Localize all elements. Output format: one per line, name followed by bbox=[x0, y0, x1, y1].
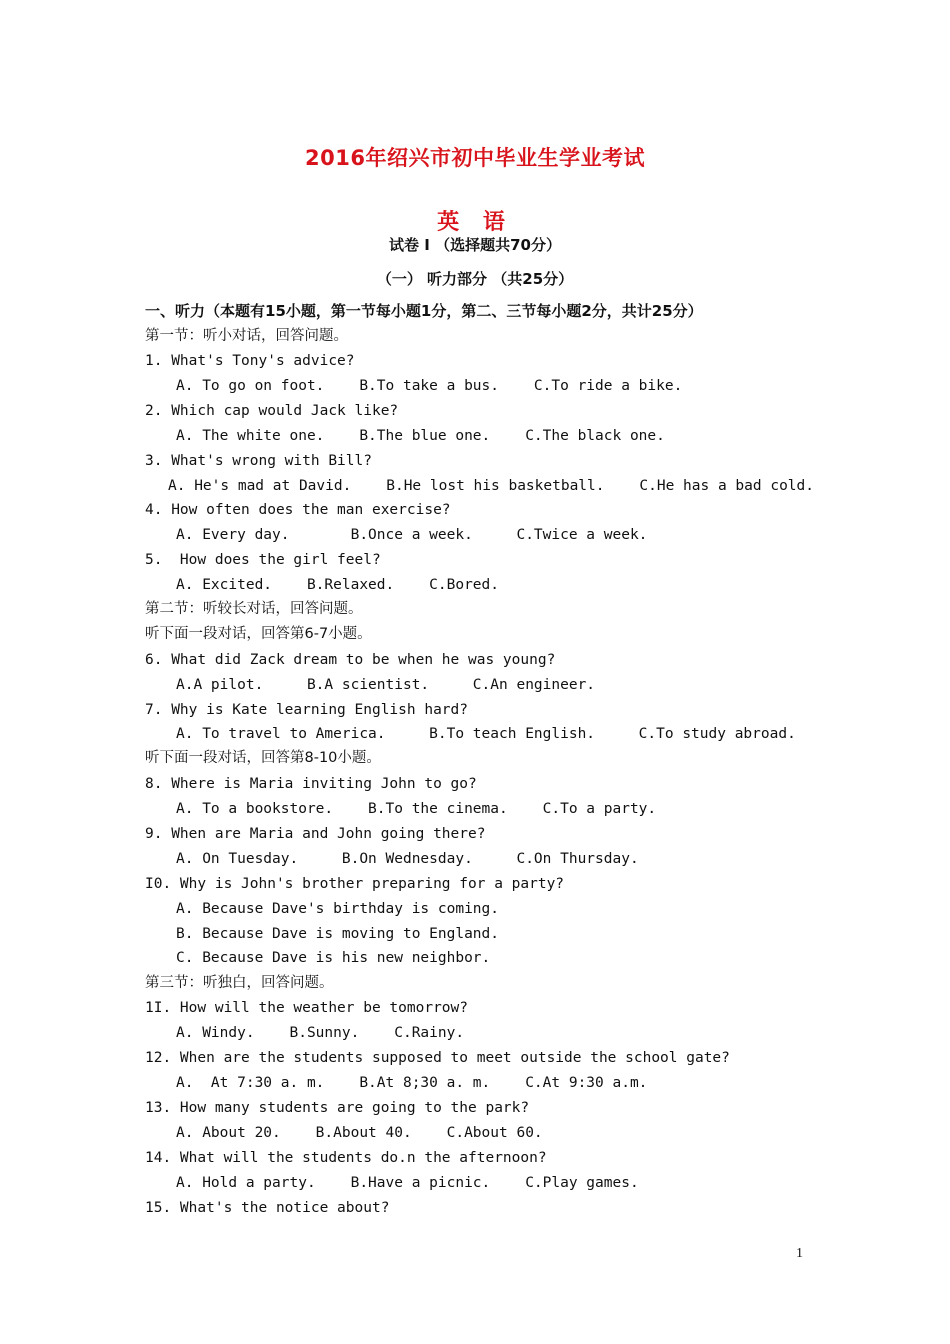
question-15: 15. What's the notice about? bbox=[145, 1200, 390, 1216]
question-5: 5. How does the girl feel? bbox=[145, 552, 381, 568]
question-11: 1I. How will the weather be tomorrow? bbox=[145, 1000, 469, 1016]
question-11-options: A. Windy. B.Sunny. C.Rainy. bbox=[176, 1025, 465, 1041]
part-heading: （一） 听力部分 （共25分） bbox=[376, 270, 574, 288]
subject-title: 英 语 bbox=[437, 210, 513, 235]
question-6-options: A.A pilot. B.A scientist. C.An engineer. bbox=[176, 677, 596, 693]
question-2-options: A. The white one. B.The blue one. C.The black one. bbox=[176, 428, 665, 444]
question-4: 4. How often does the man exercise? bbox=[145, 502, 451, 518]
question-7-options: A. To travel to America. B.To teach English. C.To study abroad. bbox=[176, 726, 796, 742]
question-4-options: A. Every day. B.Once a week. C.Twice a week. bbox=[176, 527, 648, 543]
section-header: 一、听力（本题有15小题，第一节每小题1分，第二、三节每小题2分，共计25分） bbox=[145, 302, 703, 320]
question-3: 3. What's wrong with Bill? bbox=[145, 453, 372, 469]
question-10-option-b: B. Because Dave is moving to England. bbox=[176, 926, 500, 942]
question-12: 12. When are the students supposed to meet outside the school gate? bbox=[145, 1050, 730, 1066]
paper-heading: 试卷 Ⅰ （选择题共70分） bbox=[389, 236, 561, 254]
section2-instruction: 第二节：听较长对话，回答问题。 bbox=[145, 601, 363, 617]
question-10: I0. Why is John's brother preparing for a party? bbox=[145, 876, 565, 892]
question-5-options: A. Excited. B.Relaxed. C.Bored. bbox=[176, 577, 500, 593]
question-8-options: A. To a bookstore. B.To the cinema. C.To a party. bbox=[176, 801, 657, 817]
question-1-options: A. To go on foot. B.To take a bus. C.To ride a bike. bbox=[176, 378, 683, 394]
question-14-options: A. Hold a party. B.Have a picnic. C.Play games. bbox=[176, 1175, 639, 1191]
question-9: 9. When are Maria and John going there? bbox=[145, 826, 486, 842]
question-10-option-c: C. Because Dave is his new neighbor. bbox=[176, 950, 491, 966]
question-9-options: A. On Tuesday. B.On Wednesday. C.On Thursday. bbox=[176, 851, 639, 867]
question-10-option-a: A. Because Dave's birthday is coming. bbox=[176, 901, 500, 917]
question-6: 6. What did Zack dream to be when he was young? bbox=[145, 652, 556, 668]
question-3-options: A. He's mad at David. B.He lost his basketball. C.He has a bad cold. bbox=[168, 478, 815, 494]
section2-dialogue-b: 听下面一段对话，回答第8-10小题。 bbox=[145, 750, 381, 766]
question-8: 8. Where is Maria inviting John to go? bbox=[145, 776, 477, 792]
page-number: 1 bbox=[796, 1246, 803, 1261]
question-2: 2. Which cap would Jack like? bbox=[145, 403, 399, 419]
section2-dialogue-a: 听下面一段对话，回答第6-7小题。 bbox=[145, 626, 372, 642]
section1-instruction: 第一节：听小对话，回答问题。 bbox=[145, 328, 348, 344]
exam-title: 2016年绍兴市初中毕业生学业考试 bbox=[305, 146, 645, 170]
question-14: 14. What will the students do.n the afternoon? bbox=[145, 1150, 547, 1166]
question-1: 1. What's Tony's advice? bbox=[145, 353, 355, 369]
question-13-options: A. About 20. B.About 40. C.About 60. bbox=[176, 1125, 543, 1141]
question-7: 7. Why is Kate learning English hard? bbox=[145, 702, 469, 718]
question-12-options: A. At 7:30 a. m. B.At 8;30 a. m. C.At 9:30 a.m. bbox=[176, 1075, 648, 1091]
question-13: 13. How many students are going to the park? bbox=[145, 1100, 530, 1116]
section3-instruction: 第三节：听独白，回答问题。 bbox=[145, 975, 334, 991]
